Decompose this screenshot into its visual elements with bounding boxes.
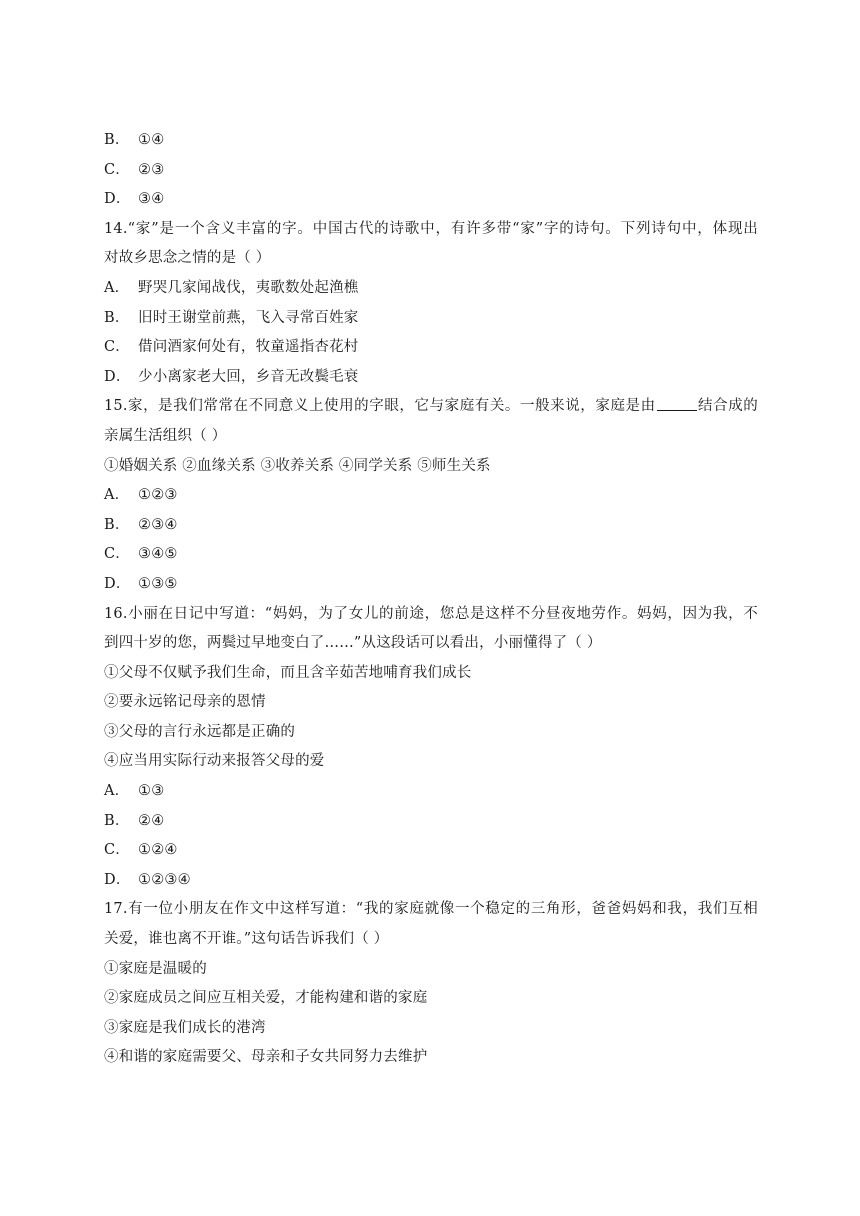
question-15 — [104, 392, 758, 599]
stem-line: 对故乡思念之情的是（ ） — [104, 250, 271, 267]
option-text: ①②④ — [138, 842, 178, 859]
statement-item: ③父母的言行永远都是正确的 — [104, 723, 296, 740]
option-letter: C． — [104, 161, 130, 178]
option-text: ②④ — [138, 812, 165, 829]
option-text: 野哭几家闻战伐，夷歌数处起渔樵 — [138, 279, 359, 296]
option-d — [104, 363, 758, 393]
option-letter: A． — [104, 487, 130, 504]
option-letter: A． — [104, 783, 130, 800]
option-d — [104, 185, 758, 215]
option-letter: B． — [104, 812, 130, 829]
stem-line: 到四十岁的您，两鬓过早地变白了……”从这段话可以看出，小丽懂得了（ ） — [104, 635, 602, 652]
option-b — [104, 511, 758, 541]
statement-item: ④应当用实际行动来报答父母的爱 — [104, 753, 325, 770]
statement-item: ②要永远铭记母亲的恩情 — [104, 694, 266, 711]
option-letter: D． — [104, 368, 131, 385]
option-letter: B． — [104, 309, 130, 326]
question-16 — [104, 600, 758, 896]
option-letter: C． — [104, 546, 130, 563]
option-text: ①②③ — [138, 487, 178, 504]
option-text: ①②③④ — [138, 871, 191, 888]
option-text: ②③ — [138, 161, 165, 178]
option-c — [104, 540, 758, 570]
stem-line: 亲属生活组织（ ） — [104, 427, 227, 444]
stem-line: 14.“家”是一个含义丰富的字。中国古代的诗歌中，有许多带“家”字的诗句。下列诗句中，体现出 — [104, 220, 758, 237]
exam-page — [104, 126, 758, 1073]
option-letter: C． — [104, 842, 130, 859]
option-a — [104, 274, 758, 304]
question-stem — [104, 215, 758, 274]
option-c — [104, 836, 758, 866]
answer-blank — [657, 396, 697, 411]
option-text: 少小离家老大回，乡音无改鬓毛衰 — [138, 368, 359, 385]
statement-item: ①家庭是温暖的 — [104, 960, 207, 977]
option-letter: D． — [104, 191, 131, 208]
option-text: ①③⑤ — [138, 575, 178, 592]
question-17 — [104, 895, 758, 1073]
question-stem — [104, 895, 758, 954]
option-text: ②③④ — [138, 516, 178, 533]
stem-line: 17.有一位小朋友在作文中这样写道：“我的家庭就像一个稳定的三角形，爸爸妈妈和我，我们互相 — [104, 901, 758, 918]
question-stem — [104, 392, 758, 451]
option-text: ③④⑤ — [138, 546, 178, 563]
statement-item: ②家庭成员之间应互相关爱，才能构建和谐的家庭 — [104, 990, 428, 1007]
statement-list: ①婚姻关系 ②血缘关系 ③收养关系 ④同学关系 ⑤师生关系 — [104, 457, 491, 474]
stem-text: 15.家，是我们常常在不同意义上使用的字眼，它与家庭有关。一般来说，家庭是由 — [104, 398, 656, 415]
statement-item: ④和谐的家庭需要父、母亲和子女共同努力去维护 — [104, 1049, 428, 1066]
option-text: 旧时王谢堂前燕，飞入寻常百姓家 — [138, 309, 359, 326]
option-d — [104, 570, 758, 600]
option-b — [104, 807, 758, 837]
option-letter: D． — [104, 871, 131, 888]
option-text: 借问酒家何处有，牧童遥指杏花村 — [138, 339, 359, 356]
option-letter: A． — [104, 279, 130, 296]
option-c — [104, 156, 758, 186]
stem-line: 关爱，谁也离不开谁。”这句话告诉我们（ ） — [104, 931, 389, 948]
option-letter: D． — [104, 575, 131, 592]
question-stem — [104, 600, 758, 659]
stem-line — [104, 392, 758, 422]
option-a — [104, 777, 758, 807]
option-letter: B． — [104, 516, 130, 533]
option-text: ①③ — [138, 783, 165, 800]
statement-item: ①父母不仅赋予我们生命，而且含辛茹苦地哺育我们成长 — [104, 664, 472, 681]
option-letter: C． — [104, 339, 130, 356]
question-14 — [104, 215, 758, 393]
option-c — [104, 333, 758, 363]
option-b — [104, 126, 758, 156]
stem-line: 16.小丽在日记中写道：“妈妈，为了女儿的前途，您总是这样不分昼夜地劳作。妈妈，因为我，不 — [104, 605, 758, 622]
option-letter: B． — [104, 132, 130, 148]
option-text: ①④ — [138, 132, 165, 148]
option-text: ③④ — [138, 191, 165, 208]
statement-item: ③家庭是我们成长的港湾 — [104, 1019, 266, 1036]
option-d — [104, 866, 758, 896]
option-a — [104, 481, 758, 511]
question-13-options — [104, 126, 758, 215]
stem-text: 结合成的 — [697, 398, 758, 415]
option-b — [104, 304, 758, 334]
